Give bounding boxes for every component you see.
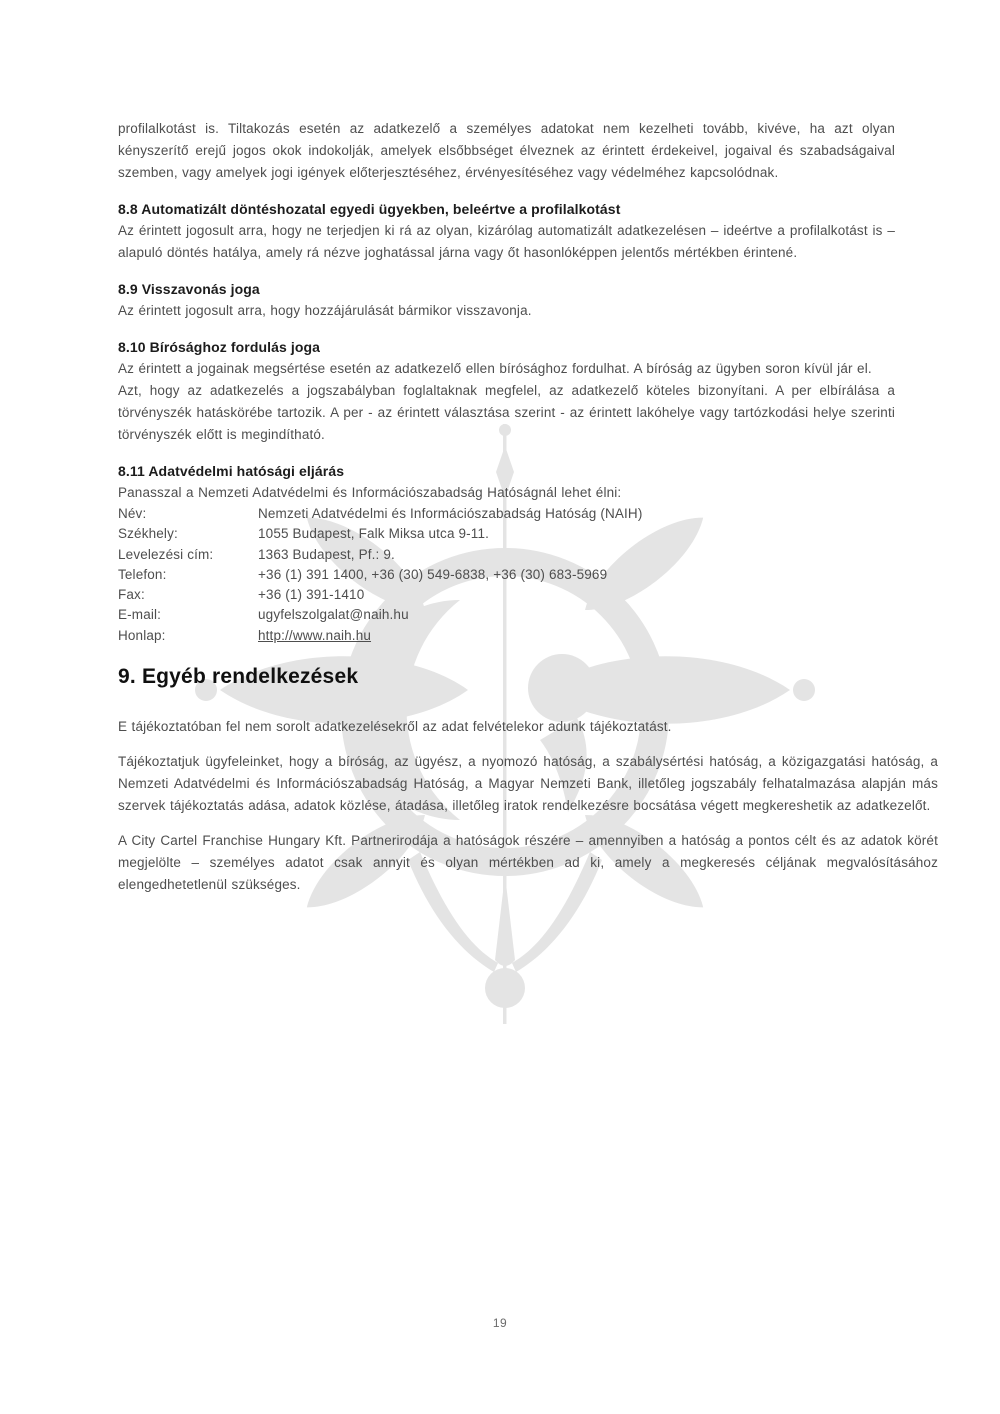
- contact-value: ugyfelszolgalat@naih.hu: [258, 607, 409, 623]
- contact-row: [118, 504, 938, 524]
- section-8-10: [118, 336, 938, 446]
- intro-paragraph: profilalkotást is. Tiltakozás esetén az adatkezelő a személyes adatokat nem kezelheti tovább, kivéve, ha azt olyan kényszerítő erejű jogos okok indokolják, amelyek elsőbbséget élveznek az érintett érdekeivel, jogaival és szabadságaival szemben, vagy amelyek jogi igények előterjesztéséhez, érvényesítéséhez vagy védelméhez kapcsolódnak.: [118, 121, 895, 180]
- contact-label: Székhely:: [118, 526, 178, 542]
- section-8-11: [118, 460, 938, 646]
- section-8-11-heading: 8.11 Adatvédelmi hatósági eljárás: [118, 463, 345, 479]
- contact-label: Telefon:: [118, 566, 167, 582]
- contact-value: Nemzeti Adatvédelmi és Információszabadság Hatóság (NAIH): [258, 506, 643, 521]
- contact-value: 1363 Budapest, Pf.: 9.: [258, 546, 395, 562]
- contact-row: [118, 585, 938, 605]
- contact-label: Fax:: [118, 587, 145, 603]
- contact-row: [118, 565, 938, 585]
- contact-label: Honlap:: [118, 627, 166, 643]
- contact-value: 1055 Budapest, Falk Miksa utca 9-11.: [258, 526, 490, 542]
- section-8-8: [118, 198, 938, 264]
- contact-row: [118, 524, 938, 544]
- section-9-heading: 9. Egyéb rendelkezések: [118, 665, 359, 689]
- contact-label: Levelezési cím:: [118, 546, 214, 562]
- section-8-10-heading: 8.10 Bírósághoz fordulás joga: [118, 339, 321, 355]
- contact-value: +36 (1) 391 1400, +36 (30) 549-6838, +36 (30) 683-5969: [258, 566, 608, 582]
- section-8-9: [118, 278, 938, 322]
- section-8-10-paragraph-2: Azt, hogy az adatkezelés a jogszabályban foglaltaknak megfelel, az adatkezelő köteles bizonyítani. A per elbírálása a törvényszék hatáskörébe tartozik. A per - az érintett választása szerint - az érintett lakóhelye vagy tartózkodási helye szerinti törvényszék előtt is megindítható.: [118, 383, 895, 442]
- contact-row: [118, 605, 938, 625]
- page-number: 19: [492, 1316, 508, 1330]
- contact-label: E-mail:: [118, 607, 162, 623]
- section-8-8-heading: 8.8 Automatizált döntéshozatal egyedi ügyekben, beleértve a profilalkotást: [118, 201, 621, 217]
- section-8-10-paragraph-1: Az érintett a jogainak megsértése esetén az adatkezelő ellen bírósághoz fordulhat. A bíróság az ügyben soron kívül jár el.: [118, 361, 872, 376]
- section-9-paragraph-1: E tájékoztatóban fel nem sorolt adatkezelésekről az adat felvételekor adunk tájékoztatást.: [118, 719, 672, 735]
- section-8-9-paragraph: Az érintett jogosult arra, hogy hozzájárulását bármikor visszavonja.: [118, 303, 532, 318]
- contact-row: [118, 545, 938, 565]
- section-9-paragraph-3: A City Cartel Franchise Hungary Kft. Partnerirodája a hatóságok részére – amennyiben a hatóság a pontos célt és az adatok körét megjelölte – személyes adatot csak annyit és olyan mértékben ad ki, amely a megkeresés céljának megvalósításához elengedhetetlenül szükséges.: [118, 833, 938, 893]
- contact-label: Név:: [118, 506, 147, 521]
- section-8-11-intro: Panasszal a Nemzeti Adatvédelmi és Információszabadság Hatóságnál lehet élni:: [118, 485, 622, 500]
- contact-row: [118, 626, 938, 646]
- naih-website-link[interactable]: http://www.naih.hu: [258, 627, 372, 643]
- contact-value: +36 (1) 391-1410: [258, 587, 365, 603]
- section-8-8-paragraph: Az érintett jogosult arra, hogy ne terjedjen ki rá az olyan, kizárólag automatizált adatkezelésen – ideértve a profilalkotást is – alapuló döntés hatálya, amely rá nézve joghatással járna vagy őt hasonlóképpen jelentős mértékben érintené.: [118, 223, 895, 260]
- contact-table: [118, 504, 938, 646]
- section-8-9-heading: 8.9 Visszavonás joga: [118, 281, 260, 297]
- section-9-paragraph-2: Tájékoztatjuk ügyfeleinket, hogy a bíróság, az ügyész, a nyomozó hatóság, a szabálysértési hatóság, a közigazgatási hatóság, a Nemzeti Adatvédelmi és Információszabadság Hatóság, a Magyar Nemzeti Bank, illetőleg jogszabály felhatalmazása alapján más szervek tájékoztatás adása, adatok közlése, átadása, illetőleg iratok rendelkezésre bocsátása végett megkereshetik az adatkezelőt.: [118, 754, 938, 814]
